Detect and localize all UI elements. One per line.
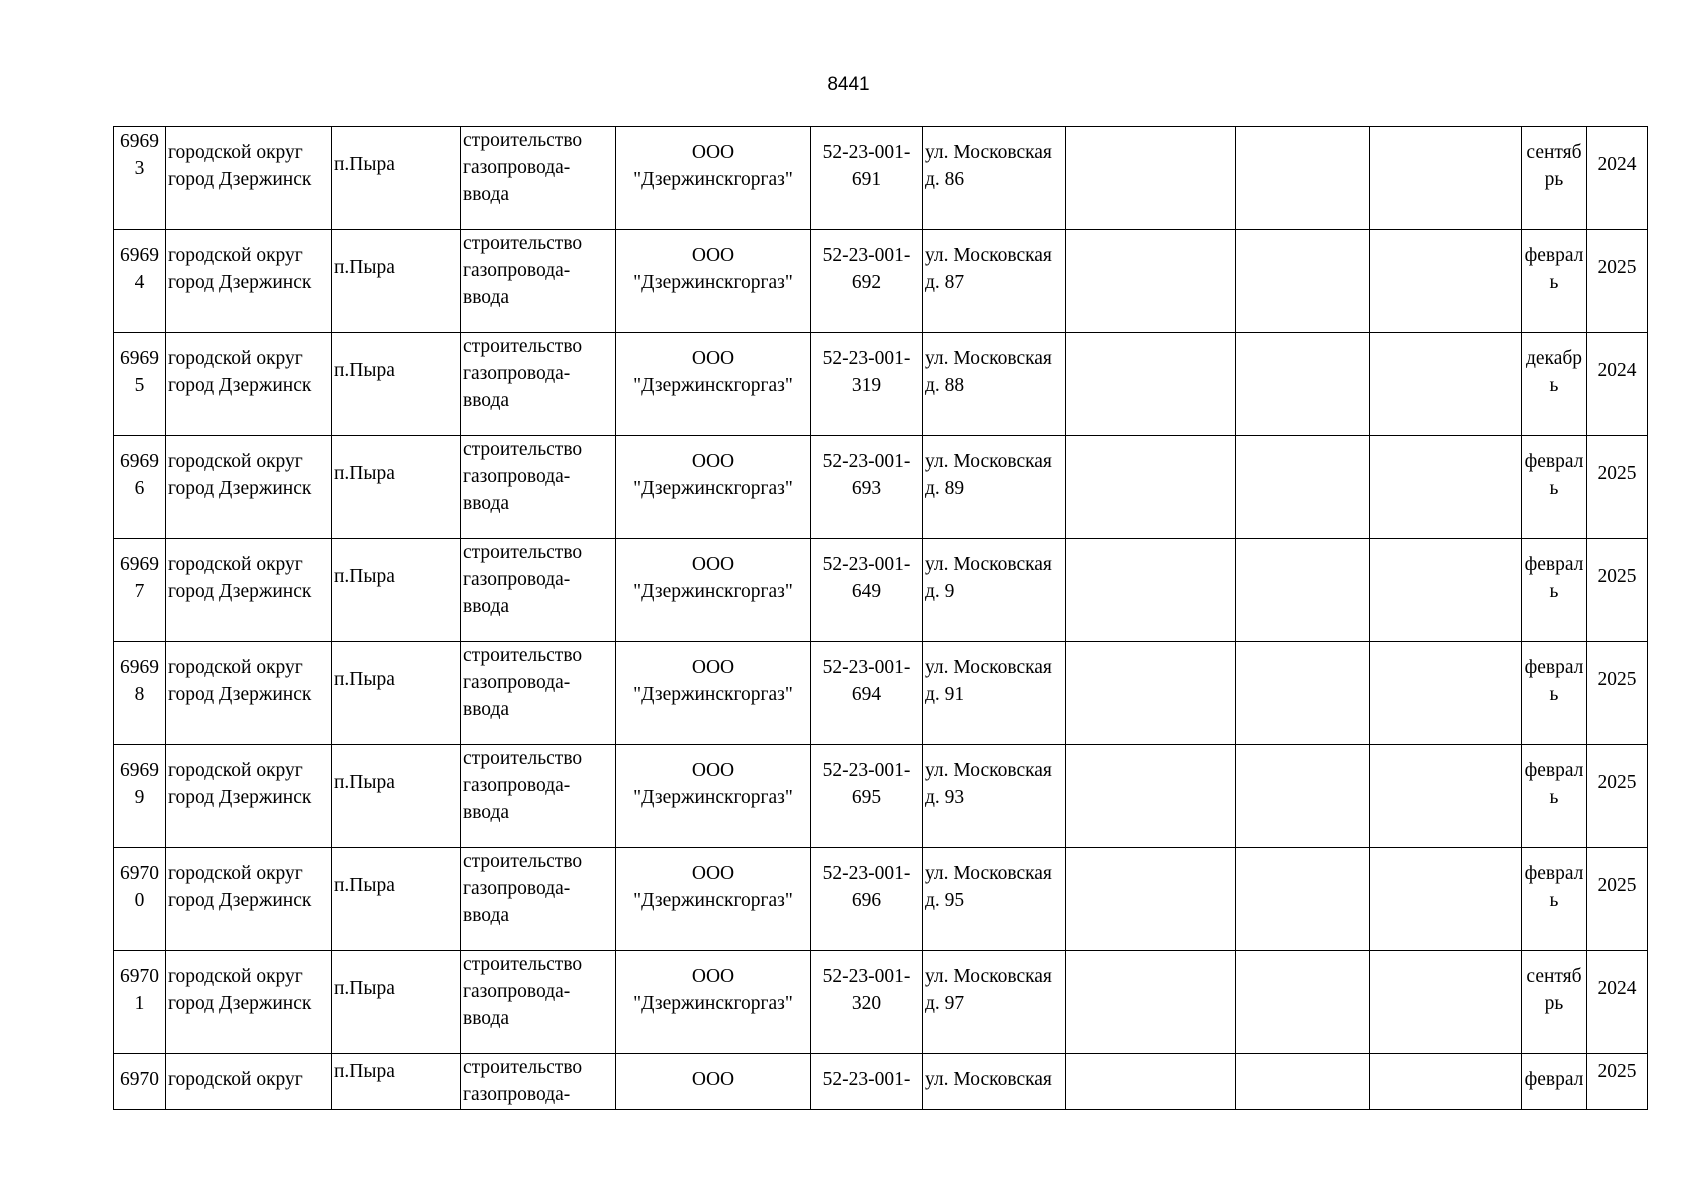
empty-cell bbox=[1370, 642, 1522, 745]
locality-cell: п.Пыра bbox=[332, 1054, 461, 1110]
code-cell: 52-23-001- 691 bbox=[811, 127, 923, 230]
locality-cell: п.Пыра bbox=[332, 230, 461, 333]
empty-cell bbox=[1370, 848, 1522, 951]
empty-cell bbox=[1370, 230, 1522, 333]
row-number: 6969 3 bbox=[114, 127, 166, 230]
locality-cell: п.Пыра bbox=[332, 848, 461, 951]
year-cell: 2025 bbox=[1587, 745, 1648, 848]
empty-cell bbox=[1066, 848, 1236, 951]
row-number: 6970 bbox=[114, 1054, 166, 1110]
table-row bbox=[114, 642, 1648, 745]
code-cell: 52-23-001- 694 bbox=[811, 642, 923, 745]
code-cell: 52-23-001- 649 bbox=[811, 539, 923, 642]
work-type-cell: строительство газопровода- ввода bbox=[461, 745, 616, 848]
row-number: 6969 7 bbox=[114, 539, 166, 642]
row-number: 6969 8 bbox=[114, 642, 166, 745]
empty-cell bbox=[1370, 1054, 1522, 1110]
table-row bbox=[114, 230, 1648, 333]
code-cell: 52-23-001- 692 bbox=[811, 230, 923, 333]
table-row bbox=[114, 127, 1648, 230]
empty-cell bbox=[1370, 127, 1522, 230]
table-row bbox=[114, 436, 1648, 539]
work-type-cell: строительство газопровода- ввода bbox=[461, 951, 616, 1054]
row-number: 6969 6 bbox=[114, 436, 166, 539]
row-number: 6970 1 bbox=[114, 951, 166, 1054]
empty-cell bbox=[1236, 333, 1370, 436]
code-cell: 52-23-001- 695 bbox=[811, 745, 923, 848]
empty-cell bbox=[1236, 539, 1370, 642]
empty-cell bbox=[1066, 230, 1236, 333]
locality-cell: п.Пыра bbox=[332, 539, 461, 642]
month-cell: феврал ь bbox=[1522, 539, 1587, 642]
row-number: 6969 4 bbox=[114, 230, 166, 333]
organization-cell: ООО "Дзержинскгоргаз" bbox=[616, 951, 811, 1054]
locality-cell: п.Пыра bbox=[332, 745, 461, 848]
address-cell: ул. Московская bbox=[923, 1054, 1066, 1110]
month-cell: феврал bbox=[1522, 1054, 1587, 1110]
organization-cell: ООО "Дзержинскгоргаз" bbox=[616, 127, 811, 230]
empty-cell bbox=[1066, 539, 1236, 642]
organization-cell: ООО "Дзержинскгоргаз" bbox=[616, 436, 811, 539]
work-type-cell: строительство газопровода- ввода bbox=[461, 848, 616, 951]
empty-cell bbox=[1370, 333, 1522, 436]
district-cell: городской округ город Дзержинск bbox=[166, 539, 332, 642]
month-cell: сентяб рь bbox=[1522, 127, 1587, 230]
year-cell: 2025 bbox=[1587, 848, 1648, 951]
organization-cell: ООО "Дзержинскгоргаз" bbox=[616, 848, 811, 951]
code-cell: 52-23-001- 696 bbox=[811, 848, 923, 951]
empty-cell bbox=[1370, 745, 1522, 848]
organization-cell: ООО "Дзержинскгоргаз" bbox=[616, 745, 811, 848]
address-cell: ул. Московская д. 97 bbox=[923, 951, 1066, 1054]
locality-cell: п.Пыра bbox=[332, 642, 461, 745]
organization-cell: ООО "Дзержинскгоргаз" bbox=[616, 539, 811, 642]
year-cell: 2025 bbox=[1587, 1054, 1648, 1110]
empty-cell bbox=[1236, 230, 1370, 333]
organization-cell: ООО "Дзержинскгоргаз" bbox=[616, 230, 811, 333]
code-cell: 52-23-001- bbox=[811, 1054, 923, 1110]
table-row bbox=[114, 848, 1648, 951]
year-cell: 2025 bbox=[1587, 642, 1648, 745]
district-cell: городской округ город Дзержинск bbox=[166, 848, 332, 951]
district-cell: городской округ город Дзержинск bbox=[166, 436, 332, 539]
empty-cell bbox=[1236, 951, 1370, 1054]
empty-cell bbox=[1236, 745, 1370, 848]
row-number: 6969 9 bbox=[114, 745, 166, 848]
code-cell: 52-23-001- 320 bbox=[811, 951, 923, 1054]
empty-cell bbox=[1066, 1054, 1236, 1110]
address-cell: ул. Московская д. 91 bbox=[923, 642, 1066, 745]
organization-cell: ООО bbox=[616, 1054, 811, 1110]
locality-cell: п.Пыра bbox=[332, 436, 461, 539]
district-cell: городской округ город Дзержинск bbox=[166, 642, 332, 745]
organization-cell: ООО "Дзержинскгоргаз" bbox=[616, 642, 811, 745]
work-type-cell: строительство газопровода- ввода bbox=[461, 127, 616, 230]
empty-cell bbox=[1066, 745, 1236, 848]
month-cell: феврал ь bbox=[1522, 848, 1587, 951]
empty-cell bbox=[1066, 436, 1236, 539]
registry-body bbox=[114, 127, 1648, 1110]
empty-cell bbox=[1370, 539, 1522, 642]
address-cell: ул. Московская д. 89 bbox=[923, 436, 1066, 539]
district-cell: городской округ город Дзержинск bbox=[166, 127, 332, 230]
district-cell: городской округ город Дзержинск bbox=[166, 951, 332, 1054]
organization-cell: ООО "Дзержинскгоргаз" bbox=[616, 333, 811, 436]
year-cell: 2024 bbox=[1587, 951, 1648, 1054]
district-cell: городской округ город Дзержинск bbox=[166, 745, 332, 848]
work-type-cell: строительство газопровода- ввода bbox=[461, 333, 616, 436]
month-cell: феврал ь bbox=[1522, 436, 1587, 539]
year-cell: 2024 bbox=[1587, 127, 1648, 230]
locality-cell: п.Пыра bbox=[332, 127, 461, 230]
table-row bbox=[114, 951, 1648, 1054]
work-type-cell: строительство газопровода- ввода bbox=[461, 230, 616, 333]
address-cell: ул. Московская д. 86 bbox=[923, 127, 1066, 230]
empty-cell bbox=[1066, 642, 1236, 745]
row-number: 6970 0 bbox=[114, 848, 166, 951]
code-cell: 52-23-001- 319 bbox=[811, 333, 923, 436]
page-number: 8441 bbox=[827, 74, 870, 95]
address-cell: ул. Московская д. 95 bbox=[923, 848, 1066, 951]
month-cell: декабр ь bbox=[1522, 333, 1587, 436]
work-type-cell: строительство газопровода- ввода bbox=[461, 539, 616, 642]
year-cell: 2025 bbox=[1587, 436, 1648, 539]
address-cell: ул. Московская д. 93 bbox=[923, 745, 1066, 848]
district-cell: городской округ город Дзержинск bbox=[166, 333, 332, 436]
month-cell: сентяб рь bbox=[1522, 951, 1587, 1054]
locality-cell: п.Пыра bbox=[332, 333, 461, 436]
row-number: 6969 5 bbox=[114, 333, 166, 436]
empty-cell bbox=[1236, 127, 1370, 230]
address-cell: ул. Московская д. 87 bbox=[923, 230, 1066, 333]
table-row bbox=[114, 1054, 1648, 1110]
empty-cell bbox=[1236, 848, 1370, 951]
empty-cell bbox=[1066, 333, 1236, 436]
locality-cell: п.Пыра bbox=[332, 951, 461, 1054]
year-cell: 2025 bbox=[1587, 230, 1648, 333]
year-cell: 2025 bbox=[1587, 539, 1648, 642]
address-cell: ул. Московская д. 88 bbox=[923, 333, 1066, 436]
month-cell: феврал ь bbox=[1522, 230, 1587, 333]
table-row bbox=[114, 539, 1648, 642]
table-row bbox=[114, 333, 1648, 436]
empty-cell bbox=[1236, 642, 1370, 745]
empty-cell bbox=[1066, 127, 1236, 230]
empty-cell bbox=[1236, 436, 1370, 539]
month-cell: феврал ь bbox=[1522, 745, 1587, 848]
empty-cell bbox=[1236, 1054, 1370, 1110]
work-type-cell: строительство газопровода- bbox=[461, 1054, 616, 1110]
code-cell: 52-23-001- 693 bbox=[811, 436, 923, 539]
empty-cell bbox=[1066, 951, 1236, 1054]
empty-cell bbox=[1370, 951, 1522, 1054]
work-type-cell: строительство газопровода- ввода bbox=[461, 436, 616, 539]
district-cell: городской округ город Дзержинск bbox=[166, 230, 332, 333]
table-row bbox=[114, 745, 1648, 848]
address-cell: ул. Московская д. 9 bbox=[923, 539, 1066, 642]
registry-table bbox=[113, 126, 1648, 1110]
work-type-cell: строительство газопровода- ввода bbox=[461, 642, 616, 745]
month-cell: феврал ь bbox=[1522, 642, 1587, 745]
empty-cell bbox=[1370, 436, 1522, 539]
district-cell: городской округ bbox=[166, 1054, 332, 1110]
year-cell: 2024 bbox=[1587, 333, 1648, 436]
